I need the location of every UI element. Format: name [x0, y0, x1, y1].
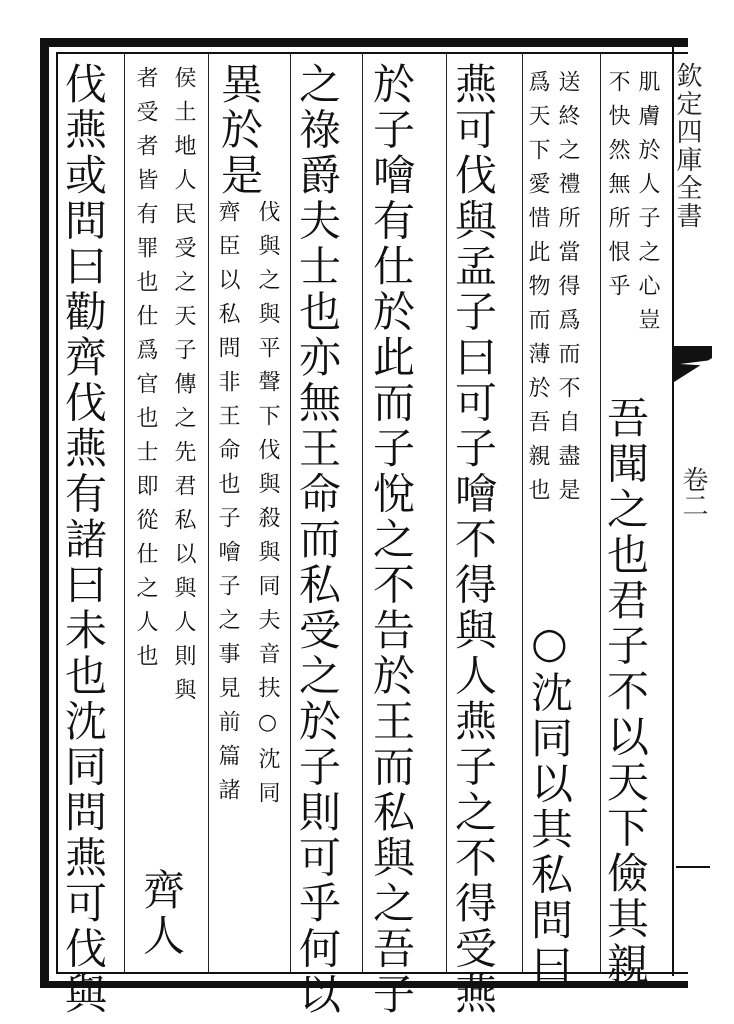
- text-column-main: 吾聞之也君子不以天下儉其親: [601, 396, 650, 988]
- column-rule: [362, 54, 363, 972]
- text-column-main: 燕可伐與孟子曰可子噲不得與人燕子之不得受燕: [449, 62, 498, 1018]
- text-column-main: 之祿爵夫士也亦無王命而私受之於子則可乎何以: [293, 62, 342, 1018]
- text-column-annotation: 不快然無所恨乎: [605, 70, 630, 308]
- text-column-annotation: 送終之禮所當得爲而不自盡是: [555, 70, 580, 512]
- juan-number: 卷二: [678, 466, 708, 518]
- book-title: 欽定四庫全書: [672, 62, 702, 230]
- text-column-annotation: 侯土地人民受之天子傳之先君私以與人則與: [171, 66, 196, 712]
- frame-inner-left-rule: [56, 52, 58, 974]
- frame-inner-top-rule: [56, 52, 688, 54]
- column-rule: [522, 54, 523, 972]
- text-column-annotation: 肌膚於人子之心豈: [635, 70, 660, 342]
- text-column-annotation: 者受者皆有罪也仕爲官也士即從仕之人也: [133, 66, 158, 678]
- column-rule: [124, 54, 125, 972]
- text-column-main: ○沈同以其私問曰: [525, 618, 574, 989]
- text-column-main: 異於是: [215, 62, 264, 199]
- page-fold-margin: [672, 46, 712, 986]
- text-column-main: 伐燕或問曰勸齊伐燕有諸曰未也沈同問燕可伐與: [59, 62, 108, 1018]
- text-column-main: 齊人: [137, 868, 186, 959]
- column-rule: [290, 54, 291, 972]
- column-rule: [446, 54, 447, 972]
- text-column-main: 於子噲有仕於此而子悅之不告於王而私與之吾子: [367, 62, 416, 1018]
- column-rule: [208, 54, 209, 972]
- text-column-annotation: 齊臣以私問非王命也子噲子之事見前篇諸: [215, 200, 240, 812]
- fish-tail-icon: [674, 346, 712, 382]
- text-column-annotation: 伐與之與平聲下伐與殺與同夫音扶○沈同: [255, 200, 280, 815]
- text-column-annotation: 爲天下愛惜此物而薄於吾親也: [525, 70, 550, 512]
- fold-mark: [676, 866, 710, 868]
